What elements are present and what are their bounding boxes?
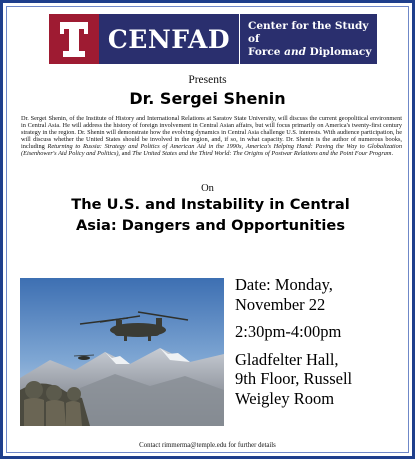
abstract-sep: ,	[241, 143, 246, 151]
abstract-sep: , and	[118, 150, 133, 158]
event-location-line3: Weigley Room	[235, 388, 335, 408]
event-date-line2: November 22	[235, 294, 326, 314]
speaker-name: Dr. Sergei Shenin	[129, 89, 286, 108]
org-name: CENFAD	[99, 14, 240, 64]
book-title-3: The United States and the Third World: The Origins of Postwar Relations and the Point Four Program	[132, 150, 392, 158]
book-title-2: America's Helping Hand: Paving the Way to Globalization (Eisenhower's Aid Policy and Politics)	[21, 143, 402, 158]
cenfad-banner	[49, 14, 377, 64]
temple-t-icon	[49, 14, 99, 64]
abstract-text: Dr. Sergei Shenin, of the Institute of History and International Relations at Saratov State University, will discuss the current geopolitical environment in Central Asia. He will address the history of foreign involvement in Central Asian affairs, but will focus primarily on America's twenty-first century strategy in the region. Dr. Shenin will demonstrate how the evolving dynamics in Central Asia challenge U.S. interests. With audience participation, he will discuss whether the United States should be involved in the region, and, if so, in what capacity. Dr. Shenin is the author of numerous books, including	[21, 115, 402, 151]
on-label: On	[201, 183, 214, 194]
event-location	[235, 350, 415, 409]
event-date-line1: Date: Monday,	[235, 275, 333, 294]
event-location-line2: 9th Floor, Russell	[235, 369, 353, 388]
event-date	[235, 275, 415, 314]
talk-title-line2: Asia: Dangers and Opportunities	[75, 217, 345, 234]
contact-footer: Contact rimmerma@temple.edu for further details	[139, 442, 276, 449]
talk-title	[13, 194, 408, 236]
desc-and: and	[284, 45, 306, 58]
org-desc-line2	[248, 46, 377, 59]
desc-diplomacy: Diplomacy	[305, 45, 372, 58]
temple-logo	[49, 14, 99, 64]
helicopter-photo-image	[20, 278, 224, 426]
event-details	[235, 275, 415, 416]
helicopter-photo	[20, 278, 224, 426]
event-time: 2:30pm-4:00pm	[235, 322, 342, 341]
event-location-line1: Gladfelter Hall,	[235, 349, 339, 369]
talk-abstract	[21, 115, 402, 158]
desc-force: Force	[248, 45, 285, 58]
abstract-end: .	[391, 150, 394, 158]
org-desc-line1: Center for the Study of	[248, 19, 369, 45]
book-title-1: Returning to Russia: Strategy and Politics of American Aid in the 1990s	[47, 143, 242, 151]
org-description	[240, 14, 377, 64]
talk-title-line1: The U.S. and Instability in Central	[71, 196, 350, 213]
presents-label: Presents	[188, 74, 227, 86]
